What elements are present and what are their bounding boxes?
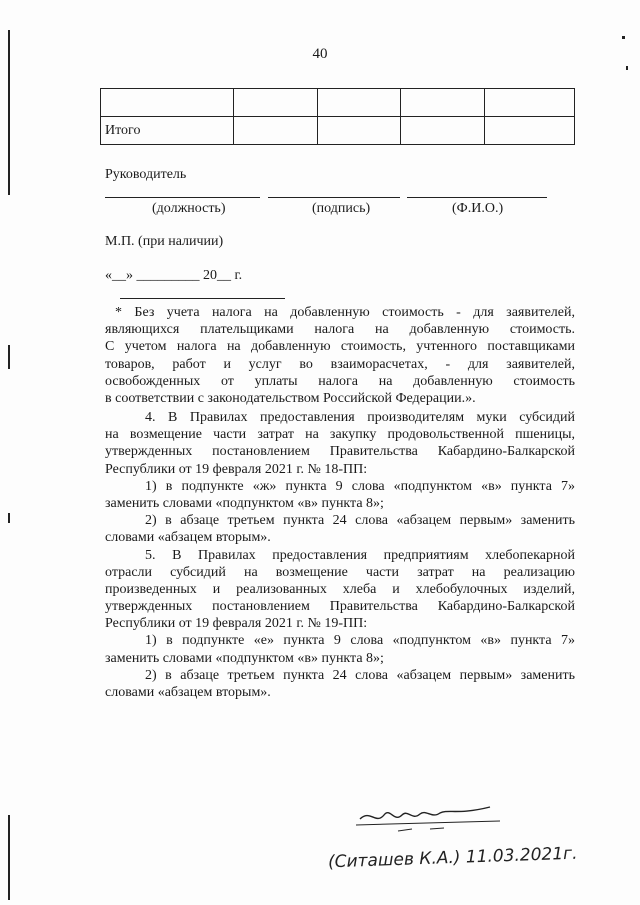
table-row-total — [101, 117, 575, 145]
position-line — [105, 197, 260, 198]
name-label: (Ф.И.О.) — [452, 201, 504, 216]
footnote-line: С учетом налога на добавленную стоимость, учтенного поставщиками — [105, 339, 575, 355]
position-label: (должность) — [152, 201, 226, 216]
body-line: 1) в подпункте «ж» пункта 9 слова «подпунктом «в» пункта 7» — [145, 478, 575, 494]
handwritten-note: (Ситашев К.А.) 11.03.2021г. — [327, 843, 578, 873]
table-cell — [233, 89, 317, 117]
body-line: 4. В Правилах предоставления производителям муки субсидий — [145, 410, 575, 425]
body-line: отрасли субсидий на возмещение части затрат на реализацию — [105, 564, 575, 580]
head-label: Руководитель — [105, 167, 187, 182]
scan-mark — [8, 815, 10, 900]
body-line: произведенных и реализованных хлеба и хлебобулочных изделий, — [105, 581, 575, 597]
signature-line — [268, 197, 400, 198]
amendments-body — [105, 409, 575, 701]
scan-mark — [626, 66, 628, 70]
table-cell — [317, 89, 401, 117]
body-line: Республики от 19 февраля 2021 г. № 19-ПП: — [105, 616, 368, 632]
footnote-line: * Без учета налога на добавленную стоимость - для заявителей, — [115, 305, 575, 320]
body-line: 2) в абзаце третьем пункта 24 слова «абзацем первым» заменить — [145, 513, 575, 529]
body-line: словами «абзацем вторым». — [105, 685, 271, 700]
seal-label: М.П. (при наличии) — [105, 234, 224, 249]
scan-mark — [8, 345, 10, 369]
scan-mark — [622, 36, 625, 39]
page-number: 40 — [312, 46, 328, 62]
table-row — [101, 89, 575, 117]
total-label: Итого — [101, 117, 234, 145]
table-cell — [401, 89, 485, 117]
body-line: словами «абзацем вторым». — [105, 530, 271, 546]
date-line: «__» _________ 20__ г. — [105, 268, 243, 283]
body-line: Республики от 19 февраля 2021 г. № 18-ПП: — [105, 461, 368, 477]
table-cell — [485, 89, 575, 117]
footnote-separator — [120, 298, 285, 299]
body-line: на возмещение части затрат на закупку продовольственной пшеницы, — [105, 427, 575, 443]
body-line: 1) в подпункте «е» пункта 9 слова «подпунктом «в» пункта 7» — [145, 633, 575, 649]
summary-table — [100, 88, 575, 145]
body-line: 5. В Правилах предоставления предприятиям хлебопекарной — [145, 547, 575, 563]
scan-mark — [8, 30, 10, 195]
signature-label: (подпись) — [312, 201, 371, 216]
table-cell — [101, 89, 234, 117]
handwritten-signature — [340, 795, 510, 835]
footnote-line: в соответствии с законодательством Российской Федерации.». — [105, 390, 476, 406]
body-line: утвержденных постановлением Правительства Кабардино-Балкарской — [105, 599, 575, 615]
body-line: заменить словами «подпунктом «в» пункта 8»; — [105, 495, 384, 511]
scan-mark — [8, 513, 10, 523]
footnote-line: освобожденных от уплаты налога на добавленную стоимость — [105, 373, 575, 389]
footnote-line: товаров, работ и услуг во взаиморасчетах, - для заявителей, — [105, 356, 575, 372]
footnote-line: являющихся плательщиками налога на добавленную стоимость. — [105, 322, 575, 338]
footnote — [105, 304, 575, 407]
body-line: утвержденных постановлением Правительства Кабардино-Балкарской — [105, 444, 575, 460]
name-line — [407, 197, 547, 198]
body-line: заменить словами «подпунктом «в» пункта 8»; — [105, 650, 384, 666]
body-line: 2) в абзаце третьем пункта 24 слова «абзацем первым» заменить — [145, 667, 575, 683]
